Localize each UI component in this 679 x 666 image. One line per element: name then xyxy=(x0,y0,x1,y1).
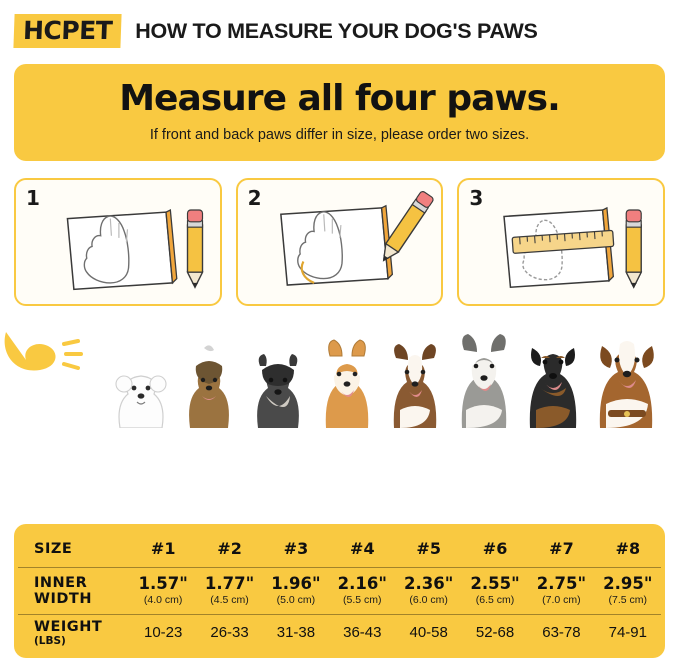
inner-width-in-5: 2.36" xyxy=(404,574,454,594)
inner-width-cm-4: (5.5 cm) xyxy=(343,594,382,606)
size-cell-4: #4 xyxy=(329,530,395,568)
row-label-width: WIDTH xyxy=(34,591,92,608)
dog-breeds-strip xyxy=(0,316,679,428)
row-label-inner: INNER xyxy=(34,575,88,592)
size-cell-1: #1 xyxy=(130,530,196,568)
callout-banner xyxy=(14,64,665,161)
measuring-outline-with-ruler-icon xyxy=(459,180,663,306)
row-label-weight xyxy=(18,615,130,651)
inner-width-cm-8: (7.5 cm) xyxy=(608,594,648,606)
inner-width-cm-7: (7.0 cm) xyxy=(542,594,581,606)
size-cell-3: #3 xyxy=(263,530,329,568)
table-row-size xyxy=(18,530,661,568)
size-table xyxy=(18,530,661,650)
page-title: HOW TO MEASURE YOUR DOG'S PAWS xyxy=(135,18,538,43)
row-label-weight-unit: (LBS) xyxy=(34,634,66,647)
row-label-inner-width xyxy=(18,568,130,615)
inner-width-cell-5 xyxy=(396,568,462,615)
inner-width-cell-3 xyxy=(263,568,329,615)
size-cell-6: #6 xyxy=(462,530,528,568)
inner-width-cell-2 xyxy=(196,568,262,615)
paw-on-paper-with-pencil-icon xyxy=(16,180,220,306)
callout-subtitle: If front and back paws differ in size, please order two sizes. xyxy=(149,126,530,143)
step-card-1 xyxy=(14,178,222,306)
weight-cell-1: 10-23 xyxy=(144,624,183,641)
step-number: 1 xyxy=(26,185,40,210)
inner-width-cm-6: (6.5 cm) xyxy=(475,594,515,606)
table-row-inner-width xyxy=(18,568,661,615)
step-number: 3 xyxy=(469,185,484,210)
page-header xyxy=(0,0,679,58)
size-cell-2: #2 xyxy=(196,530,262,568)
inner-width-in-3: 1.96" xyxy=(271,574,321,594)
inner-width-in-4: 2.16" xyxy=(337,574,387,594)
inner-width-cm-2: (4.5 cm) xyxy=(210,594,249,606)
dog-schnauzer xyxy=(246,344,310,428)
inner-width-in-2: 1.77" xyxy=(204,574,255,594)
step-card-3 xyxy=(457,178,665,306)
step-card-2 xyxy=(236,178,444,306)
row-label-size: SIZE xyxy=(18,530,130,568)
tracing-paw-outline-with-pencil-icon xyxy=(238,180,442,306)
inner-width-cell-6 xyxy=(462,568,528,615)
inner-width-cm-1: (4.0 cm) xyxy=(143,594,183,606)
weight-cell-7: 63-78 xyxy=(542,624,581,641)
table-row-weight xyxy=(18,615,661,651)
size-cell-8: #8 xyxy=(595,530,661,568)
row-label-weight-text: WEIGHT xyxy=(34,618,103,635)
dog-shiba-inu xyxy=(314,336,380,428)
inner-width-cell-7 xyxy=(528,568,594,615)
weight-cell-3: 31-38 xyxy=(276,624,316,641)
steps-row xyxy=(14,178,665,306)
dog-australian-shepherd xyxy=(382,332,448,428)
size-cell-5: #5 xyxy=(396,530,462,568)
inner-width-cell-1 xyxy=(130,568,196,615)
inner-width-cell-4 xyxy=(329,568,395,615)
brand-logo: HCPET xyxy=(13,14,121,48)
dog-yorkshire-terrier xyxy=(178,342,240,428)
inner-width-cm-3: (5.0 cm) xyxy=(276,594,316,606)
inner-width-cm-5: (6.0 cm) xyxy=(409,594,448,606)
inner-width-in-6: 2.55" xyxy=(470,574,520,594)
weight-cell-4: 36-43 xyxy=(343,624,382,641)
dog-rottweiler xyxy=(518,322,588,428)
callout-title: Measure all four paws. xyxy=(119,78,560,119)
inner-width-in-7: 2.75" xyxy=(536,574,587,594)
weight-cell-8: 74-91 xyxy=(608,624,647,641)
yellow-swoosh-decoration xyxy=(0,318,110,388)
weight-cell-2: 26-33 xyxy=(210,624,249,641)
step-number: 2 xyxy=(247,185,262,210)
size-cell-7: #7 xyxy=(528,530,594,568)
weight-cell-5: 40-58 xyxy=(409,624,448,641)
dog-bichon-frise xyxy=(110,352,172,428)
inner-width-in-8: 2.95" xyxy=(603,574,653,594)
dog-alaskan-malamute xyxy=(450,326,518,428)
inner-width-cell-8 xyxy=(595,568,661,615)
inner-width-in-1: 1.57" xyxy=(138,574,188,594)
size-chart-table xyxy=(14,524,665,658)
dog-saint-bernard xyxy=(588,318,666,428)
weight-cell-6: 52-68 xyxy=(475,624,515,641)
